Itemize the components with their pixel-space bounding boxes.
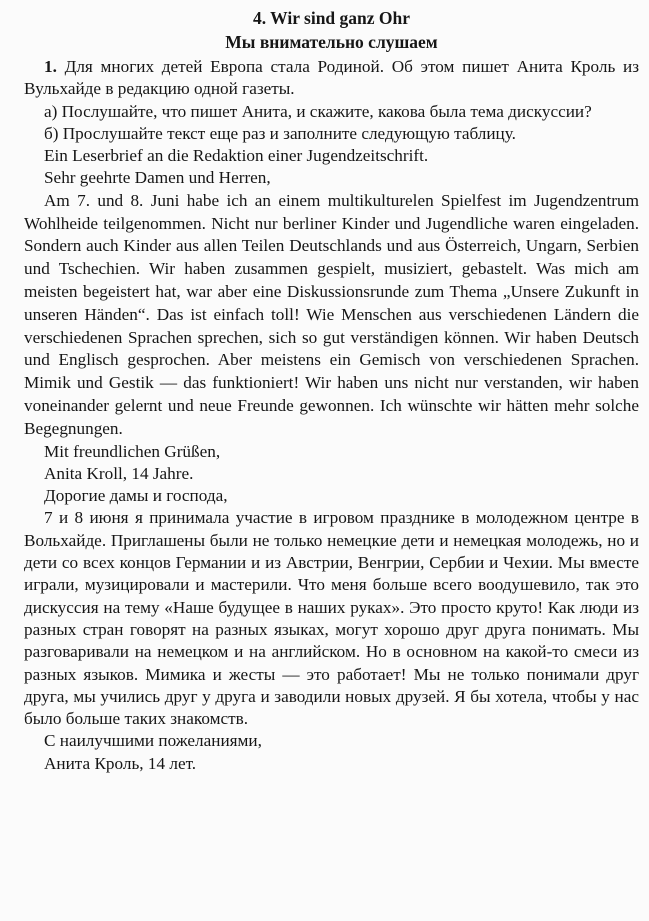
letter-ru-signature: Анита Кроль, 14 лет. [44,753,197,773]
letter-ru-greeting: Дорогие дамы и господа, [44,486,228,506]
exercise-intro-text: Для многих детей Европа стала Родиной. Об этом пишет Анита Кроль из Вульхайде в редакцию одной газеты. [24,57,639,99]
letter-de-closing: Mit freundlichen Grüßen, [44,441,221,461]
exercise-number: 1. [44,57,57,76]
exercise-intro [24,56,639,101]
task-a: а) Послушайте, что пишет Анита, и скажите, какова была тема дискуссии? [44,101,592,121]
letter-de-greeting: Sehr geehrte Damen und Herren, [44,168,271,188]
letter-ru-closing: С наилучшими пожеланиями, [44,731,262,751]
letter-de-signature: Anita Kroll, 14 Jahre. [44,463,194,483]
section-subtitle: Мы внимательно слушаем [225,32,438,52]
letter-ru-body: 7 и 8 июня я принимала участие в игровом празднике в молодежном центре в Вольхайде. Приглашены были не только немецкие дети и немецкая молодежь, но и дети со всех концов Германии и из Австрии, Венгрии, Сербии и Чехии. Мы вместе играли, музицировали и мастерили. Что меня больше всего воодушевило, так это дискуссия на тему «Наше будущее в наших руках». Это просто круто! Как люди из разных стран говорят на разных языках, могут хорошо друг друга понимать. Мы разговаривали на немецком и на английском. Но в основном на какой-то смеси из разных языков. Мимика и жесты — это работает! Мы не только понимали друг друга, мы учились друг у друга и заводили новых друзей. Я бы хотела, чтобы у нас было больше таких знакомств. [24,508,639,729]
section-title: 4. Wir sind ganz Ohr [252,8,411,28]
letter-de-heading: Ein Leserbrief an die Redaktion einer Jugendzeitschrift. [44,146,429,166]
task-b: б) Прослушайте текст еще раз и заполните следующую таблицу. [44,123,516,143]
letter-de-body: Am 7. und 8. Juni habe ich an einem multikulturelen Spielfest im Jugendzentrum Wohlheide teilgenommen. Nicht nur berliner Kinder und Jugendliche waren eingeladen. Sondern auch Kinder aus allen Teilen Deutschlands und aus Österreich, Ungarn, Serbien und Tschechien. Wir haben zusammen gespielt, musiziert, gebastelt. Was mich am meisten begeistert hat, war aber eine Diskussionsrunde zum Thema „Unsere Zukunft in unseren Händen“. Das ist einfach toll! Wie Menschen aus verschiedenen Ländern die verschiedenen Sprachen sprechen, sich so gut verständigen können. Wir haben Deutsch und Englisch gesprochen. Aber meistens ein Gemisch von verschiedenen Sprachen. Mimik und Gestik — das funktioniert! Wir haben uns nicht nur verstanden, wir haben voneinander gelernt und neue Freunde gewonnen. Ich wünschte wir hätten mehr solche Begegnungen. [24,190,639,438]
